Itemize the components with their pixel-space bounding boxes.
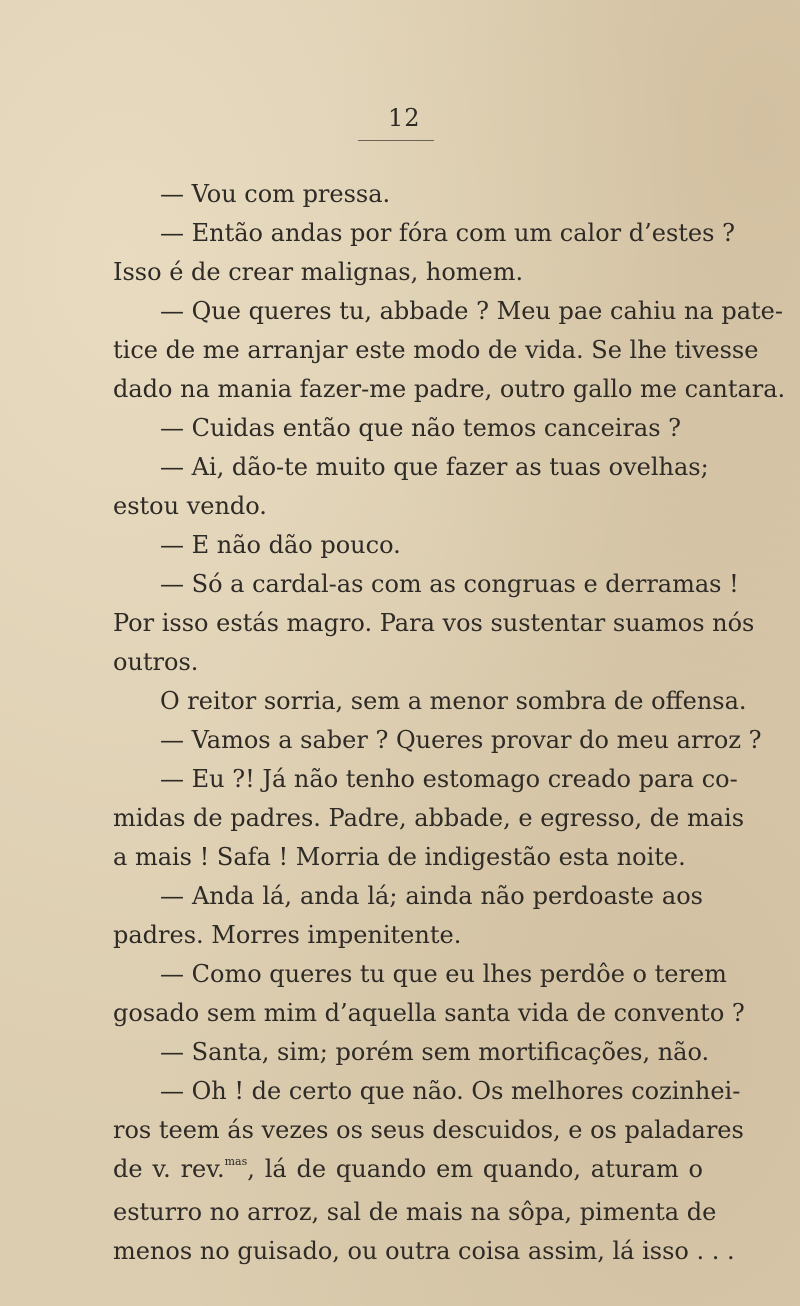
text-line: — Que queres tu, abbade ? Meu pae cahiu na pate- <box>160 297 783 325</box>
page-number-rule <box>358 140 434 141</box>
text-lines-block <box>113 175 786 1150</box>
text-lines-block-end <box>113 1193 735 1271</box>
superscript-abbreviation: mas <box>224 1155 248 1168</box>
text-line: dado na mania fazer-me padre, outro gallo me cantara. <box>113 375 786 403</box>
text-line: esturro no arroz, sal de mais na sôpa, pimenta de <box>113 1198 717 1226</box>
text-line: tice de me arranjar este modo de vida. Se lhe tivesse <box>113 336 759 364</box>
text-line-special-start: de v. rev. <box>113 1155 225 1183</box>
text-line-special-end: , lá de quando em quando, aturam o <box>247 1155 703 1183</box>
text-line: — Anda lá, anda lá; ainda não perdoaste aos <box>160 882 703 910</box>
text-line: Isso é de crear malignas, homem. <box>113 258 524 286</box>
text-line: padres. Morres impenitente. <box>113 921 462 949</box>
text-line: Por isso estás magro. Para vos sustentar suamos nós <box>113 609 755 637</box>
text-line: — E não dão pouco. <box>160 531 401 559</box>
text-line: — Oh ! de certo que não. Os melhores cozinhei- <box>160 1077 741 1105</box>
text-line: — Eu ?! Já não tenho estomago creado para co- <box>160 765 738 793</box>
text-line: — Cuidas então que não temos canceiras ? <box>160 414 682 442</box>
text-line: — Só a cardal-as com as congruas e derramas ! <box>160 570 739 598</box>
text-line: midas de padres. Padre, abbade, e egresso, de mais <box>113 804 745 832</box>
text-line: — Então andas por fóra com um calor d’estes ? <box>160 219 735 247</box>
page-number: 12 <box>388 104 421 132</box>
text-line: — Vou com pressa. <box>160 180 391 208</box>
text-line: — Como queres tu que eu lhes perdôe o terem <box>160 960 727 988</box>
text-line: — Ai, dão-te muito que fazer as tuas ovelhas; <box>160 453 709 481</box>
text-line: — Vamos a saber ? Queres provar do meu arroz ? <box>160 726 762 754</box>
page-text <box>113 175 786 1271</box>
text-line: O reitor sorria, sem a menor sombra de offensa. <box>160 687 747 715</box>
text-line-special <box>113 1150 703 1193</box>
text-line: — Santa, sim; porém sem mortificações, não. <box>160 1038 710 1066</box>
text-line: gosado sem mim d’aquella santa vida de convento ? <box>113 999 745 1027</box>
text-line: menos no guisado, ou outra coisa assim, lá isso . . . <box>113 1237 735 1265</box>
text-line: ros teem ás vezes os seus descuidos, e os paladares <box>113 1116 744 1144</box>
text-line: estou vendo. <box>113 492 267 520</box>
text-line: outros. <box>113 648 199 676</box>
text-line: a mais ! Safa ! Morria de indigestão esta noite. <box>113 843 686 871</box>
